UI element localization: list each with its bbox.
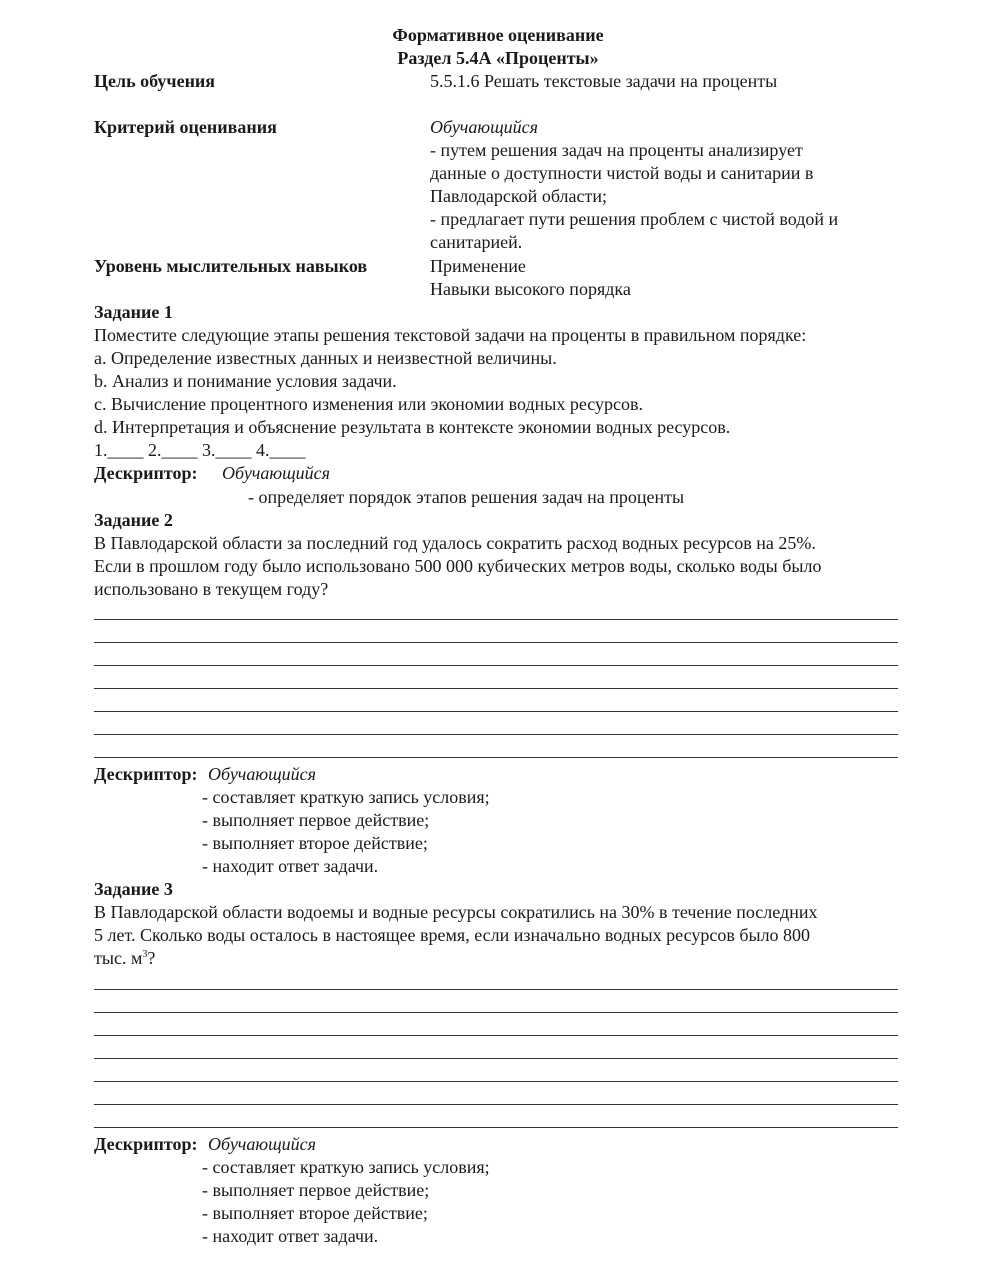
criteria-subject: Обучающийся [430, 117, 539, 137]
task3-answer-line[interactable] [94, 1058, 898, 1059]
task3-answer-line[interactable] [94, 1104, 898, 1105]
task3-answer-line[interactable] [94, 1012, 898, 1013]
task2-answer-line[interactable] [94, 619, 898, 620]
task3-descriptor-label: Дескриптор: [94, 1134, 198, 1154]
task2-text: использовано в текущем году? [94, 579, 329, 599]
criteria-line: данные о доступности чистой воды и санитарии в [430, 163, 814, 183]
task1-answer-blanks[interactable]: 1.____ 2.____ 3.____ 4.____ [94, 440, 306, 460]
document-title: Формативное оценивание [392, 25, 604, 45]
goal-value: 5.5.1.6 Решать текстовые задачи на проценты [430, 71, 778, 91]
task3-answer-line[interactable] [94, 989, 898, 990]
task3-text: В Павлодарской области водоемы и водные ресурсы сократились на 30% в течение последних [94, 902, 818, 922]
task2-answer-line[interactable] [94, 642, 898, 643]
task2-text: В Павлодарской области за последний год удалось сократить расход водных ресурсов на 25%. [94, 533, 816, 553]
task2-answer-line[interactable] [94, 688, 898, 689]
task2-answer-line[interactable] [94, 711, 898, 712]
task3-answer-line[interactable] [94, 1081, 898, 1082]
task2-descriptor-item: - находит ответ задачи. [202, 856, 379, 876]
task3-title: Задание 3 [94, 879, 173, 899]
criteria-line: Павлодарской области; [430, 186, 607, 206]
task1-descriptor-subject: Обучающийся [222, 463, 331, 483]
criteria-line: - предлагает пути решения проблем с чистой водой и [430, 209, 839, 229]
task2-descriptor-label: Дескриптор: [94, 764, 198, 784]
criteria-label: Критерий оценивания [94, 117, 277, 137]
task3-descriptor-item: - выполняет второе действие; [202, 1203, 428, 1223]
section-title: Раздел 5.4А «Проценты» [397, 48, 599, 68]
task2-descriptor-item: - выполняет первое действие; [202, 810, 430, 830]
task2-answer-line[interactable] [94, 734, 898, 735]
skills-value: Навыки высокого порядка [430, 279, 631, 299]
task2-descriptor-item: - составляет краткую запись условия; [202, 787, 490, 807]
criteria-line: санитарией. [430, 232, 523, 252]
task2-descriptor-item: - выполняет второе действие; [202, 833, 428, 853]
task1-title: Задание 1 [94, 302, 173, 322]
task1-item: b. Анализ и понимание условия задачи. [94, 371, 397, 391]
task3-descriptor-subject: Обучающийся [208, 1134, 317, 1154]
skills-label: Уровень мыслительных навыков [94, 256, 368, 276]
task2-text: Если в прошлом году было использовано 500 000 кубических метров воды, сколько воды было [94, 556, 822, 576]
task1-item: d. Интерпретация и объяснение результата в контексте экономии водных ресурсов. [94, 417, 731, 437]
task1-descriptor-label: Дескриптор: [94, 463, 198, 483]
task1-descriptor-item: - определяет порядок этапов решения задач на проценты [248, 487, 685, 507]
task1-item: c. Вычисление процентного изменения или экономии водных ресурсов. [94, 394, 644, 414]
task3-answer-line[interactable] [94, 1035, 898, 1036]
task2-answer-line[interactable] [94, 665, 898, 666]
skills-value: Применение [430, 256, 526, 276]
task3-text-last: тыс. $м^3$? [94, 948, 156, 968]
task3-descriptor-item: - составляет краткую запись условия; [202, 1157, 490, 1177]
task1-item: a. Определение известных данных и неизвестной величины. [94, 348, 557, 368]
task2-title: Задание 2 [94, 510, 173, 530]
task3-answer-line[interactable] [94, 1127, 898, 1128]
task3-descriptor-item: - выполняет первое действие; [202, 1180, 430, 1200]
task2-answer-line[interactable] [94, 757, 898, 758]
task3-descriptor-item: - находит ответ задачи. [202, 1226, 379, 1246]
criteria-line: - путем решения задач на проценты анализирует [430, 140, 803, 160]
task1-prompt: Поместите следующие этапы решения текстовой задачи на проценты в правильном порядке: [94, 325, 807, 345]
task3-text: 5 лет. Сколько воды осталось в настоящее время, если изначально водных ресурсов было 800 [94, 925, 811, 945]
task2-descriptor-subject: Обучающийся [208, 764, 317, 784]
goal-label: Цель обучения [94, 71, 216, 91]
